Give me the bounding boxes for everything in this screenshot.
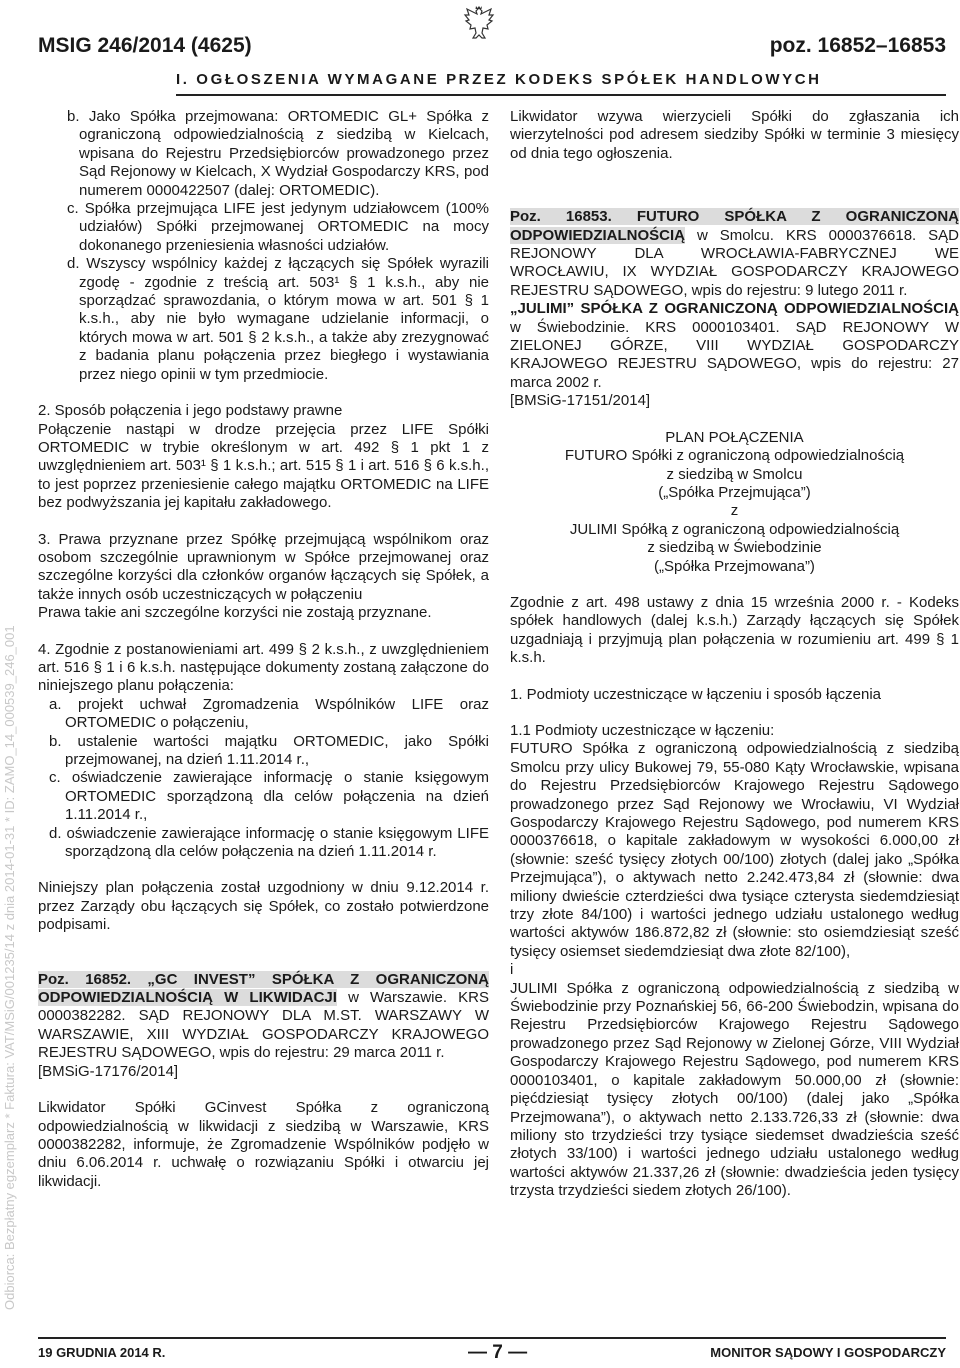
notice-16852-title: Poz. 16852. „GC INVEST” SPÓŁKA Z OGRANICZONĄ ODPOWIEDZIALNOŚCIĄ W LIKWIDACJI xyxy=(38,970,489,1007)
plan-title: PLAN POŁĄCZENIA xyxy=(665,428,804,446)
eagle-emblem-icon xyxy=(461,4,497,44)
section-4-body: 4. Zgodnie z postanowieniami art. 499 § 2 k.s.h., z uwzględnieniem art. 516 § 1 i 6 k.s.h. następujące dokumenty zostaną załączone do niniejszego planu połączenia: xyxy=(38,640,489,695)
footer-date: 19 GRUDNIA 2014 R. xyxy=(38,1345,166,1360)
julimi-registry: w Świebodzinie. KRS 0000103401. SĄD REJONOWY W ZIELONEJ GÓRZE, VIII WYDZIAŁ GOSPODARCZY KRAJOWEGO REJESTRU SĄDOWEGO, wpis do rejestru: 27 marca 2002 r. xyxy=(510,318,959,391)
notice-16852-registry: w Warszawie. KRS 0000382282. SĄD REJONOWY DLA M.ST. WARSZAWY W WARSZAWIE, XIII WYDZIAŁ GOSPODARCZY KRAJOWEGO REJESTRU SĄDOWEGO, wpis do rejestru: 29 marca 2011 r. xyxy=(38,989,489,1062)
left-column xyxy=(38,108,489,1191)
plan-line-7: („Spółka Przejmowana”) xyxy=(654,557,815,575)
item-d: d. Wszyscy wspólnicy każdej z łączących się Spółek wyrazili zgodę - zgodnie z treścią art. 503¹ § 1 k.s.h., aby nie sporządzać sprawozdania, o którym mowa w art. 501 § 1 k.s.h., aby nie było wymagane udzielanie informacji, o których mowa w art. 501 § 2 k.s.h., a także aby zrezygnować z badania planu połączenia przez biegłego i wystawiania przez niego opinii w tym przedmiocie. xyxy=(67,255,489,383)
right-column xyxy=(510,108,959,1201)
notice-16853-ref: [BMSiG-17151/2014] xyxy=(510,392,651,410)
item-c: c. Spółka przejmująca LIFE jest jedynym udziałowcem (100% udziałów) Spółki przejmowanej ORTOMEDIC na mocy dokonanego przeniesienia własności udziałów. xyxy=(67,200,489,254)
plan-line-6: z siedzibą w Świebodzinie xyxy=(647,539,822,557)
footer-publication: MONITOR SĄDOWY I GOSPODARCZY xyxy=(710,1345,946,1360)
plan-agreement: Zgodnie z art. 498 ustawy z dnia 15 września 2000 r. - Kodeks spółek handlowych (dalej k.s.h.) Zarządy łączących się Spółek uzgadniają i przyjmują plan połączenia w rozumieniu art. 499 § 1 k.s.h. xyxy=(510,593,959,667)
side-watermark-text: Odbiorca: Bezpłatny egzemplarz * Faktura: VAT/MSiG/001235/14 z dnia 2014-01-31 * ID: ZAMO_14_000539_246_001 xyxy=(2,625,17,1310)
section-title: I. OGŁOSZENIA WYMAGANE PRZEZ KODEKS SPÓŁEK HANDLOWYCH xyxy=(176,71,822,88)
plan-line-3: („Spółka Przejmująca”) xyxy=(658,483,811,501)
section-1-1-heading: 1.1 Podmioty uczestniczące w łączeniu: xyxy=(510,721,775,739)
futuro-description: FUTURO Spółka z ograniczoną odpowiedzialnością z siedzibą Smolcu przy ulicy Bukowej 79, 55-080 Kąty Wrocławskie, wpisana do Rejestru Przedsiębiorców Krajowego Rejestru Sądowego prowadzonego przez Sąd Rejonowy we Wrocławiu, VI Wydział Gospodarczy Krajowego Rejestru Sądowego, pod numerem KRS 0000376618, o kapitale zakładowym w wysokości 6.000,00 zł (słownie: sześć tysięcy złotych 00/100) złotych (dalej jako „Spółka Przejmująca”), o aktywach netto 2.242.473,84 zł (słownie: dwa miliony dwieście czterdzieści dwa tysiące czterysta siedemdziesiąt trzy złote 84/100) i wartości jednego udziału ustalonego według wartości aktywów 186.872,82 zł (słownie: sto osiemdziesiąt sześć tysięcy osiemset siedemdziesiąt dwa złote 82/100), xyxy=(510,740,959,960)
section-3-body: 3. Prawa przyznane przez Spółkę przejmującą wspólnikom oraz osobom szczególnie uprawnionym w Spółce przejmowanej oraz szczególne korzyści dla członków organów łączących się Spółek, a także innych osób uczestniczących w połączeniu xyxy=(38,530,489,603)
plan-line-5: JULIMI Spółką z ograniczoną odpowiedzialnością xyxy=(569,520,900,538)
section-4-item-c: c. oświadczenie zawierające informację o stanie księgowym ORTOMEDIC sporządzoną dla celów połączenia na dzień 1.11.2014 r., xyxy=(49,769,489,824)
section-2-heading: 2. Sposób połączenia i jego podstawy prawne xyxy=(38,402,343,420)
julimi-description: JULIMI Spółka z ograniczoną odpowiedzialnością z siedzibą w Świebodzinie przy Poznańskiej 56, 66-200 Świebodzin, wpisana do Rejestru Przedsiębiorców Krajowego Rejestru Sądowego prowadzonego przez Sąd Rejonowy w Zielonej Górze, VIII Wydział Gospodarczy Krajowego Rejestru Sądowego, pod numerem KRS 0000103401, o kapitale zakładowym 50.000,00 zł (słownie: pięćdziesiąt tysięcy złotych 00/100) (dalej jako „Spółka Przejmowana”), o aktywach netto 2.133.726,33 zł (słownie: dwa miliony sto trzydzieści trzy tysiące siedemset dwadzieścia sześć złotych 33/100) i wartości jednego udziału ustalonego według wartości aktywów 21.337,26 zł (słownie: dwadzieścia jeden tysięcy trzysta trzydzieści siedem złotych 26/100). xyxy=(510,979,959,1200)
plan-line-2: z siedzibą w Smolcu xyxy=(666,465,803,483)
notice-16852-ref: [BMSiG-17176/2014] xyxy=(38,1062,179,1080)
section-2-body: Połączenie nastąpi w drodze przejęcia przez LIFE Spółki ORTOMEDIC w trybie określonym w art. 492 § 1 pkt 1 z uwzględnieniem art. 503¹ § 1 k.s.h.; art. 515 § 1 i art. 516 § 6 k.s.h., to jest poprzez przeniesienie całego majątku ORTOMEDIC na LIFE bez podwyższania jej kapitału zakładowego. xyxy=(38,420,489,512)
notice-16852-text: Likwidator Spółki GCinvest Spółka z ograniczoną odpowiedzialnością w likwidacji z siedzibą w Warszawie, KRS 0000382282, informuje, że Zgromadzenie Wspólników podjęło w dniu 6.06.2014 r. uchwałę o rozwiązaniu Spółki i otwarciu jej likwidacji. xyxy=(38,1099,489,1190)
plan-line-1: FUTURO Spółki z ograniczoną odpowiedzialnością xyxy=(564,447,905,465)
liquidator-notice: Likwidator wzywa wierzycieli Spółki do zgłaszania ich wierzytelności pod adresem siedziby Spółki w terminie 3 miesięcy od dnia tego ogłoszenia. xyxy=(510,108,959,162)
notice-16852-header xyxy=(38,971,489,1063)
julimi-header xyxy=(510,300,959,392)
closing-statement: Niniejszy plan połączenia został uzgodniony w dniu 9.12.2014 r. przez Zarządy obu łączących się Spółek, co zostało potwierdzone podpisami. xyxy=(38,879,489,934)
conjunction: i xyxy=(510,961,514,979)
notice-16853-title: Poz. 16853. FUTURO SPÓŁKA Z OGRANICZONĄ ODPOWIEDZIALNOŚCIĄ xyxy=(510,208,959,244)
header-journal: MSIG 246/2014 (4625) xyxy=(38,34,252,57)
section-4-item-a: a. projekt uchwał Zgromadzenia Wspólników LIFE oraz ORTOMEDIC o połączeniu, xyxy=(49,695,489,732)
julimi-title: „JULIMI” SPÓŁKA Z OGRANICZONĄ ODPOWIEDZIALNOŚCIĄ xyxy=(510,300,959,318)
section-4-item-b: b. ustalenie wartości majątku ORTOMEDIC, jako Spółki przejmowanej, na dzień 1.11.2014 r., xyxy=(49,732,489,768)
section-4-item-d: d. oświadczenie zawierające informację o stanie księgowym LIFE sporządzoną dla celów połączenia na dzień 1.11.2014 r. xyxy=(49,824,489,861)
footer-rule xyxy=(38,1337,946,1339)
section-1-heading: 1. Podmioty uczestniczące w łączeniu i sposób łączenia xyxy=(510,685,882,703)
notice-16853-registry: w Smolcu. KRS 0000376618. SĄD REJONOWY DLA WROCŁAWIA-FABRYCZNEJ WE WROCŁAWIU, IX WYDZIAŁ GOSPODARCZY KRAJOWEGO REJESTRU SĄDOWEGO, wpis do rejestru: 9 lutego 2011 r. xyxy=(510,226,959,299)
header-pages: poz. 16852–16853 xyxy=(769,34,946,57)
item-b: b. Jako Spółka przejmowana: ORTOMEDIC GL+ Spółka z ograniczoną odpowiedzialnością z siedzibą w Kielcach, wpisana do Rejestru Przedsiębiorców prowadzonego przez Sąd Rejonowy w Kielcach, X Wydział Gospodarczy KRS, pod numerem 0000422507 (dalej: ORTOMEDIC). xyxy=(67,108,489,199)
plan-line-4: z xyxy=(730,502,739,520)
section-3-note: Prawa takie ani szczególne korzyści nie zostają przyznane. xyxy=(38,604,432,622)
footer-page-number: — 7 — xyxy=(468,1342,528,1363)
header-rule xyxy=(176,94,946,96)
notice-16853-header xyxy=(510,208,959,300)
